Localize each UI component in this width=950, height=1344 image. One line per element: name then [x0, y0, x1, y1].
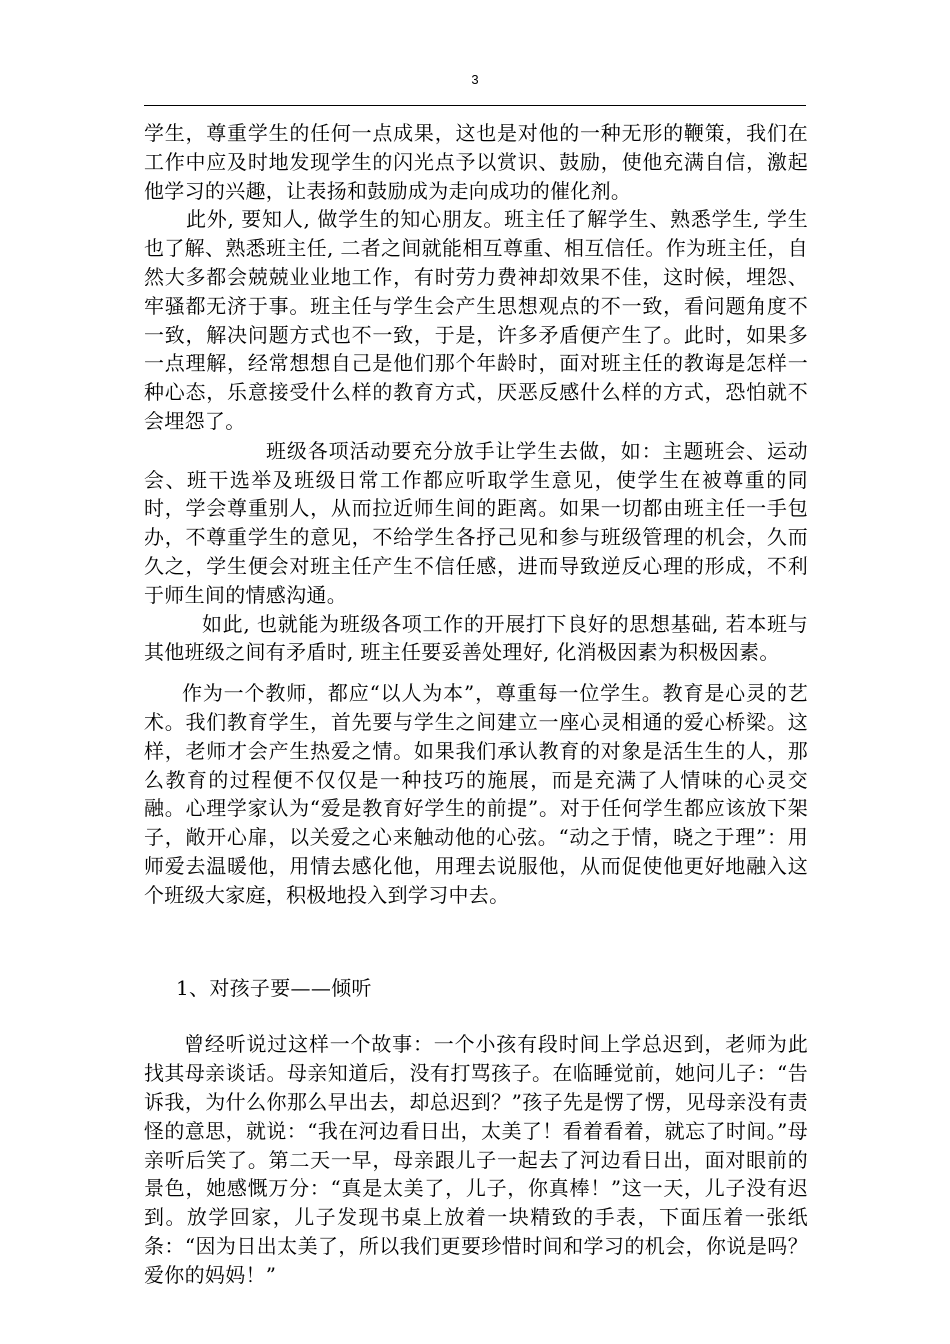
- header-rule: [144, 105, 806, 106]
- document-body: [144, 119, 808, 1289]
- section-heading: 1、对孩子要——倾听: [176, 975, 372, 1000]
- paragraph-know-students: 此外, 要知人, 做学生的知心朋友。班主任了解学生、熟悉学生, 学生也了解、熟悉班主任, 二者之间就能相互尊重、相互信任。作为班主任，自然大多都会兢兢业业地工作，有时劳力费神却效果不佳，这时候，埋怨、牢骚都无济于事。班主任与学生会产生思想观点的不一致，看问题角度不一致，解决问题方式也不一致，于是，许多矛盾便产生了。此时，如果多一点理解，经常想想自己是他们那个年龄时，面对班主任的教诲是怎样一种心态，乐意接受什么样的教育方式，厌恶反感什么样的方式，恐怕就不会埋怨了。: [144, 207, 808, 433]
- paragraph-praise-encouragement: 学生，尊重学生的任何一点成果，这也是对他的一种无形的鞭策，我们在工作中应及时地发现学生的闪光点予以赏识、鼓励，使他充满自信，激起他学习的兴趣，让表扬和鼓励成为走向成功的催化剂。: [144, 121, 808, 203]
- paragraph-story: 曾经听说过这样一个故事：一个小孩有段时间上学总迟到，老师为此找其母亲谈话。母亲知道后，没有打骂孩子。在临睡觉前，她问儿子：“告诉我，为什么你那么早出去，却总迟到？”孩子先是愣了愣，见母亲没有责怪的意思，就说：“我在河边看日出，太美了！看着看着，就忘了时间。”母亲听后笑了。第二天一早，母亲跟儿子一起去了河边看日出，面对眼前的景色，她感慨万分：“真是太美了，儿子，你真棒！”这一天，儿子没有迟到。放学回家，儿子发现书桌上放着一块精致的手表，下面压着一张纸条：“因为日出太美了，所以我们更要珍惜时间和学习的机会，你说是吗？爱你的妈妈！”: [144, 1032, 808, 1287]
- page-number: 3: [471, 72, 479, 87]
- paragraph-class-foundation: 如此, 也就能为班级各项工作的开展打下良好的思想基础, 若本班与其他班级之间有矛盾时, 班主任要妥善处理好, 化消极因素为积极因素。: [144, 611, 808, 665]
- paragraph-class-activities: 班级各项活动要充分放手让学生去做，如：主题班会、运动会、班干选举及班级日常工作都应听取学生意见，使学生在被尊重的同时，学会尊重别人，从而拉近师生间的距离。如果一切都由班主任一手包办，不尊重学生的意见，不给学生各抒己见和参与班级管理的机会，久而久之，学生便会对班主任产生不信任感，进而导致逆反心理的形成，不利于师生间的情感沟通。: [144, 438, 808, 607]
- paragraph-people-oriented: 作为一个教师，都应“以人为本”，尊重每一位学生。教育是心灵的艺术。我们教育学生，首先要与学生之间建立一座心灵相通的爱心桥梁。这样，老师才会产生热爱之情。如果我们承认教育的对象是活生生的人，那么教育的过程便不仅仅是一种技巧的施展，而是充满了人情味的心灵交融。心理学家认为“爱是教育好学生的前提”。对于任何学生都应该放下架子，敞开心扉，以关爱之心来触动他的心弦。“动之于情，晓之于理”：用师爱去温暖他，用情去感化他，用理去说服他，从而促使他更好地融入这个班级大家庭，积极地投入到学习中去。: [144, 681, 808, 907]
